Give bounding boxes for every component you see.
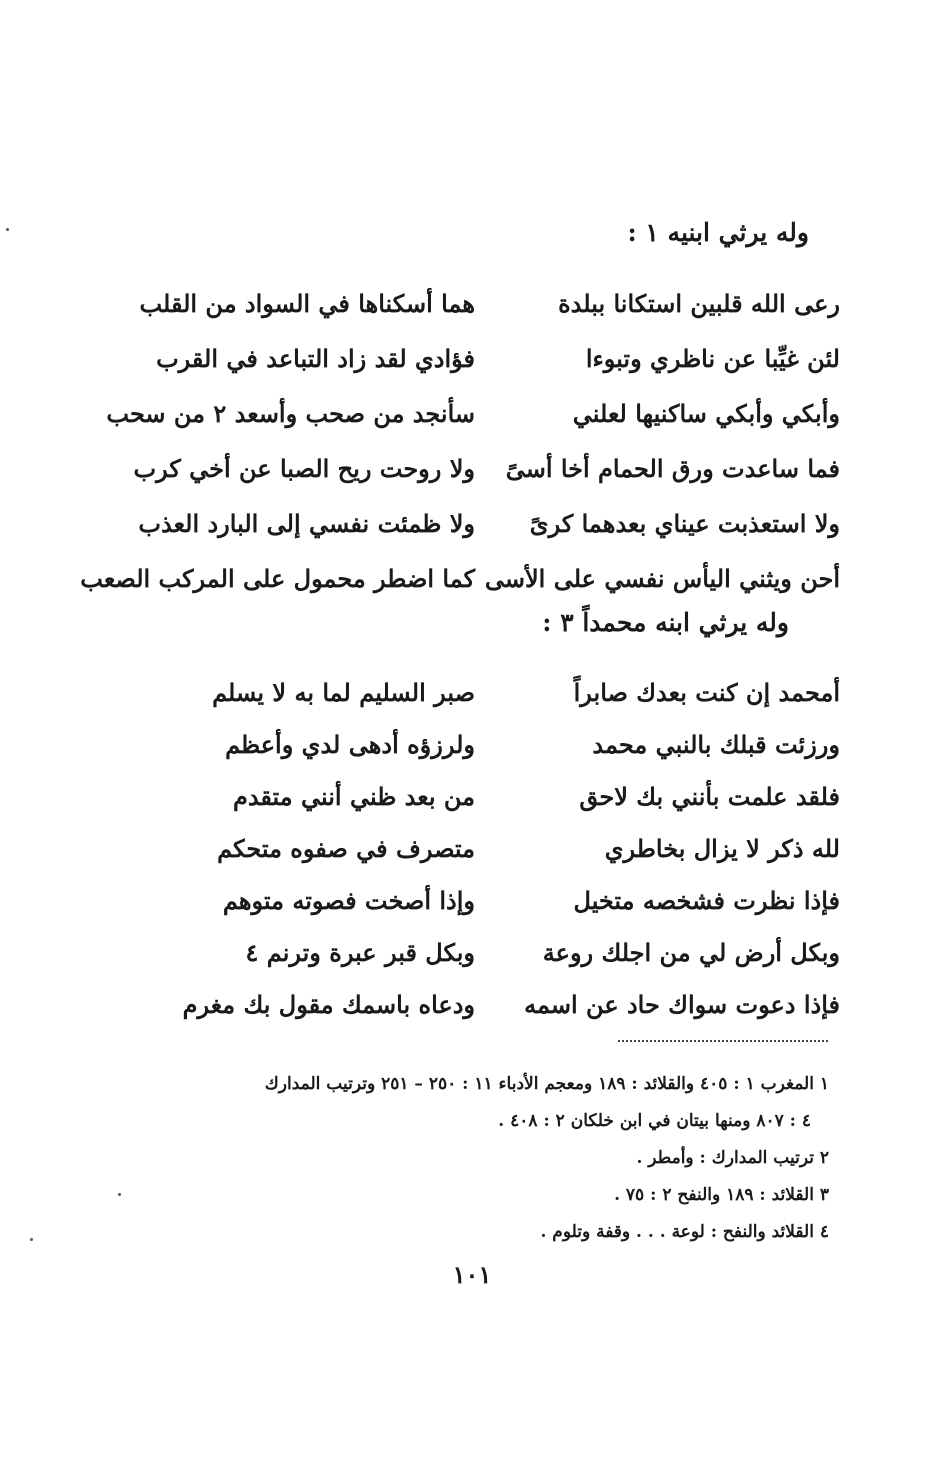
verse-second-hemistich: كما اضطر محمول على المركب الصعب	[80, 564, 475, 593]
verse-first-hemistich: فما ساعدت ورق الحمام أخا أسىً	[505, 454, 840, 483]
verse-first-hemistich: أحن ويثني اليأس نفسي على الأسى	[484, 564, 840, 593]
verse	[140, 331, 840, 386]
verse-first-hemistich: فإذا نظرت فشخصه متخيل	[573, 885, 840, 915]
verse-first-hemistich: رعى الله قلبين استكانا ببلدة	[558, 289, 840, 318]
verse-second-hemistich: سأنجد من صحب وأسعد ٢ من سحب	[106, 399, 475, 428]
scan-speck	[6, 228, 9, 231]
verse-first-hemistich: فلقد علمت بأنني بك لاحق	[579, 781, 840, 811]
verse	[80, 551, 840, 606]
verse-first-hemistich: أمحمد إن كنت بعدك صابراً	[573, 677, 840, 707]
verse	[133, 441, 840, 496]
verse-second-hemistich: صبر السليم لما به لا يسلم	[212, 677, 475, 707]
verse-second-hemistich: ودعاه باسمك مقول بك مغرم	[182, 989, 475, 1019]
footnote: ٢ ترتيب المدارك : وأمطر .	[636, 1148, 829, 1168]
verse-first-hemistich: لئن غيِّبا عن ناظري وتبوءا	[585, 344, 840, 373]
verse-first-hemistich: ولا استعذبت عيناي بعدهما كرىً	[529, 509, 840, 538]
verse-second-hemistich: ولرزؤه أدهى لدي وأعظم	[225, 729, 475, 759]
verse	[140, 666, 840, 718]
verse-second-hemistich: ولا روحت ريح الصبا عن أخي كرب	[133, 454, 475, 483]
verse-second-hemistich: متصرف في صفوه متحكم	[217, 833, 475, 863]
poem-1	[80, 276, 840, 606]
verse-first-hemistich: وأبكي وأبكي ساكنيها لعلني	[572, 399, 840, 428]
verse-second-hemistich: فؤادي لقد زاد التباعد في القرب	[156, 344, 475, 373]
verse-first-hemistich: لله ذكر لا يزال بخاطري	[604, 833, 840, 863]
verse	[106, 386, 840, 441]
footnote: ١ المغرب ١ : ٤٠٥ والقلائد : ١٨٩ ومعجم الأدباء ١١ : ٢٥٠ – ٢٥١ وترتيب المدارك	[264, 1074, 829, 1094]
verse	[140, 874, 840, 926]
verse-second-hemistich: وبكل قبر عبرة وترنم ٤	[245, 937, 475, 967]
footnotes	[109, 1066, 829, 1251]
verse	[140, 276, 840, 331]
verse-first-hemistich: فإذا دعوت سواك حاد عن اسمه	[524, 989, 840, 1019]
verse-first-hemistich: ورزئت قبلك بالنبي محمد	[592, 729, 840, 759]
footnote-separator	[618, 1040, 828, 1042]
page-number: ١٠١	[452, 1260, 492, 1289]
verse-second-hemistich: ولا ظمئت نفسي إلى البارد العذب	[138, 509, 475, 538]
scan-speck	[118, 1193, 121, 1196]
verse	[140, 496, 840, 551]
poem-heading-1: وله يرثي ابنيه ١ :	[627, 218, 809, 247]
poem-heading-2: وله يرثي ابنه محمداً ٣ :	[542, 608, 789, 637]
verse	[140, 822, 840, 874]
verse-second-hemistich: من بعد ظني أنني متقدم	[232, 781, 475, 811]
verse	[140, 770, 840, 822]
verse-first-hemistich: وبكل أرض لي من اجلك روعة	[542, 937, 840, 967]
footnote: ٣ القلائد : ١٨٩ والنفح ٢ : ٧٥ .	[614, 1185, 829, 1205]
verse	[140, 978, 840, 1030]
footnote: ٤ القلائد والنفح : لوعة . . . وقفة وتلوم .	[540, 1222, 829, 1242]
verse	[140, 718, 840, 770]
verse-second-hemistich: هما أسكناها في السواد من القلب	[139, 289, 475, 318]
verse-second-hemistich: وإذا أصخت فصوته متوهم	[222, 885, 475, 915]
scan-speck	[30, 1238, 33, 1241]
verse	[140, 926, 840, 978]
poem-2	[140, 666, 840, 1030]
footnote-continuation: ٤ : ٨٠٧ ومنها بيتان في ابن خلكان ٢ : ٤٠٨ .	[498, 1111, 811, 1131]
